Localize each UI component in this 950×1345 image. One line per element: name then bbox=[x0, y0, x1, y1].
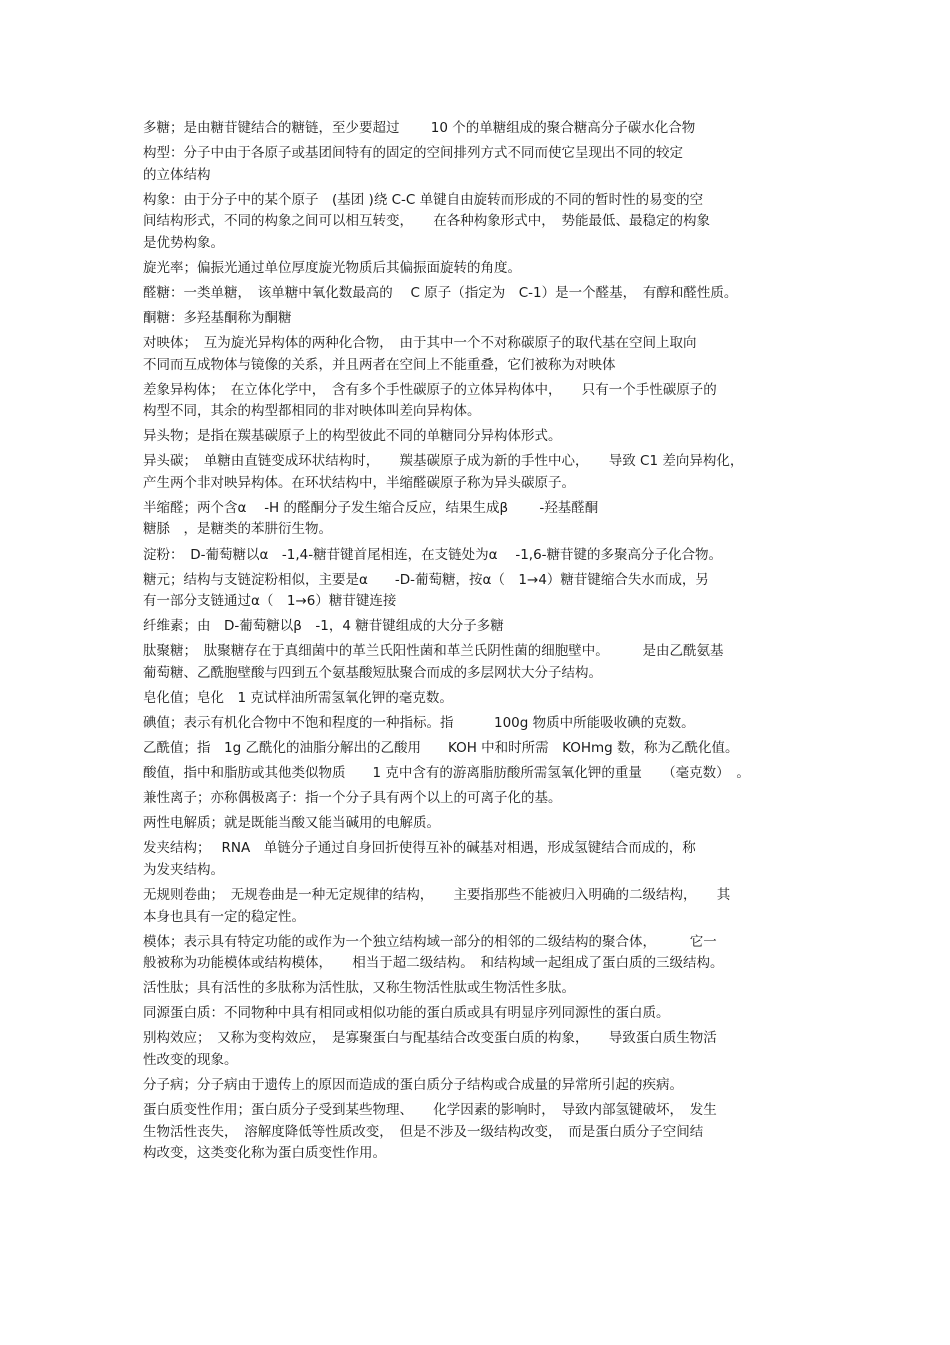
definition-paragraph bbox=[143, 788, 813, 810]
definition-paragraph bbox=[143, 838, 813, 881]
definition-paragraph bbox=[143, 885, 813, 928]
definition-paragraph bbox=[143, 616, 813, 638]
text-line: 纤维素；由 D-葡萄糖以β -1，4 糖苷键组成的大分子多糖 bbox=[143, 618, 504, 635]
text-line: 活性肽；具有活性的多肽称为活性肽，又称生物活性肽或生物活性多肽。 bbox=[143, 980, 575, 997]
document-body bbox=[143, 118, 813, 1168]
text-line: 构改变，这类变化称为蛋白质变性作用。 bbox=[143, 1145, 386, 1162]
definition-paragraph bbox=[143, 978, 813, 1000]
text-line: 发夹结构； RNA 单链分子通过自身回折使得互补的碱基对相遇，形成氢键结合而成的，称 bbox=[143, 840, 696, 857]
definition-paragraph bbox=[143, 1028, 813, 1071]
text-line: 两性电解质；就是既能当酸又能当碱用的电解质。 bbox=[143, 815, 440, 832]
definition-paragraph bbox=[143, 1075, 813, 1097]
text-line: 酸值，指中和脂肪或其他类似物质 1 克中含有的游离脂肪酸所需氢氧化钾的重量 （毫克数） 。 bbox=[143, 765, 750, 782]
definition-paragraph bbox=[143, 333, 813, 376]
text-line: 异头物；是指在羰基碳原子上的构型彼此不同的单糖同分异构体形式。 bbox=[143, 428, 562, 445]
text-line: 间结构形式，不同的构象之间可以相互转变， 在各种构象形式中， 势能最低、最稳定的构象 bbox=[143, 213, 710, 230]
text-line: 异头碳； 单糖由直链变成环状结构时， 羰基碳原子成为新的手性中心， 导致 C1 差向异构化， bbox=[143, 453, 744, 470]
text-line: 碘值；表示有机化合物中不饱和程度的一种指标。指 100g 物质中所能吸收碘的克数。 bbox=[143, 715, 695, 731]
text-line: 是优势构象。 bbox=[143, 234, 224, 251]
text-line: 差象异构体； 在立体化学中， 含有多个手性碳原子的立体异构体中， 只有一个手性碳原子的 bbox=[143, 381, 717, 398]
text-line: 分子病；分子病由于遗传上的原因而造成的蛋白质分子结构或合成量的异常所引起的疾病。 bbox=[143, 1077, 683, 1094]
text-line: 对映体； 互为旋光异构体的两种化合物， 由于其中一个不对称碳原子的取代基在空间上取向 bbox=[143, 335, 697, 352]
definition-paragraph bbox=[143, 641, 813, 684]
text-line: 半缩醛；两个含α -H 的醛酮分子发生缩合反应，结果生成β -羟基醛酮 bbox=[143, 499, 599, 516]
text-line: 构型：分子中由于各原子或基团间特有的固定的空间排列方式不同而使它呈现出不同的较定 bbox=[143, 145, 683, 162]
definition-paragraph bbox=[143, 1003, 813, 1025]
text-line: 糖元；结构与支链淀粉相似，主要是α -D-葡萄糖，按α（ 1→4）糖苷键缩合失水而成，另 bbox=[143, 571, 709, 588]
text-line: 兼性离子；亦称偶极离子：指一个分子具有两个以上的可离子化的基。 bbox=[143, 790, 562, 807]
text-line: 构象：由于分子中的某个原子 (基团 )绕 C-C 单键自由旋转而形成的不同的暂时性的易变的空 bbox=[143, 191, 704, 208]
text-line: 蛋白质变性作用；蛋白质分子受到某些物理、 化学因素的影响时， 导致内部氢键破坏， 发生 bbox=[143, 1102, 717, 1119]
text-line: 糖脎 ，是糖类的苯肼衍生物。 bbox=[143, 521, 332, 538]
text-line: 本身也具有一定的稳定性。 bbox=[143, 908, 305, 925]
definition-paragraph bbox=[143, 426, 813, 448]
text-line: 有一部分支链通过α（ 1→6）糖苷键连接 bbox=[143, 593, 397, 610]
text-line: 肽聚糖； 肽聚糖存在于真细菌中的革兰氏阳性菌和革兰氏阴性菌的细胞壁中。 是由乙酰氨基 bbox=[143, 643, 724, 660]
text-line: 生物活性丧失， 溶解度降低等性质改变， 但是不涉及一级结构改变， 而是蛋白质分子空间结 bbox=[143, 1123, 704, 1140]
text-line: 旋光率；偏振光通过单位厚度旋光物质后其偏振面旋转的角度。 bbox=[143, 259, 521, 276]
definition-paragraph bbox=[143, 570, 813, 613]
text-line: 同源蛋白质：不同物种中具有相同或相似功能的蛋白质或具有明显序列同源性的蛋白质。 bbox=[143, 1005, 670, 1022]
definition-paragraph bbox=[143, 118, 813, 140]
definition-paragraph bbox=[143, 688, 813, 710]
text-line: 模体；表示具有特定功能的或作为一个独立结构域一部分的相邻的二级结构的聚合体， 它一 bbox=[143, 933, 717, 950]
definition-paragraph bbox=[143, 258, 813, 280]
text-line: 般被称为功能模体或结构模体， 相当于超二级结构。 和结构域一起组成了蛋白质的三级结构。 bbox=[143, 955, 724, 972]
definition-paragraph bbox=[143, 932, 813, 975]
definition-paragraph bbox=[143, 813, 813, 835]
definition-paragraph bbox=[143, 713, 813, 735]
definition-paragraph bbox=[143, 190, 813, 255]
definition-paragraph bbox=[143, 1100, 813, 1165]
text-line: 乙酰值；指 1g 乙酰化的油脂分解出的乙酸用 KOH 中和时所需 KOHmg 数，称为乙酰化值。 bbox=[143, 740, 739, 757]
definition-paragraph bbox=[143, 545, 813, 567]
definition-paragraph bbox=[143, 763, 813, 785]
text-line: 产生两个非对映异构体。在环状结构中，半缩醛碳原子称为异头碳原子。 bbox=[143, 474, 575, 491]
definition-paragraph bbox=[143, 283, 813, 305]
text-line: 酮糖：多羟基酮称为酮糖 bbox=[143, 309, 292, 326]
text-line: 为发夹结构。 bbox=[143, 861, 224, 878]
text-line: 无规则卷曲； 无规卷曲是一种无定规律的结构， 主要指那些不能被归入明确的二级结构， 其 bbox=[143, 887, 731, 904]
text-line: 淀粉： D-葡萄糖以α -1,4-糖苷键首尾相连，在支链处为α -1,6-糖苷键的多聚高分子化合物。 bbox=[143, 546, 723, 563]
text-line: 别构效应； 又称为变构效应， 是寡聚蛋白与配基结合改变蛋白质的构象， 导致蛋白质生物活 bbox=[143, 1030, 717, 1047]
text-line: 葡萄糖、乙酰胞壁酸与四到五个氨基酸短肽聚合而成的多层网状大分子结构。 bbox=[143, 664, 602, 681]
text-line: 多糖；是由糖苷键结合的糖链，至少要超过 10 个的单糖组成的聚合糖高分子碳水化合物 bbox=[143, 120, 696, 136]
text-line: 性改变的现象。 bbox=[143, 1051, 238, 1068]
definition-paragraph bbox=[143, 451, 813, 494]
text-line: 不同而互成物体与镜像的关系，并且两者在空间上不能重叠，它们被称为对映体 bbox=[143, 356, 616, 373]
definition-paragraph bbox=[143, 738, 813, 760]
text-line: 构型不同，其余的构型都相同的非对映体叫差向异构体。 bbox=[143, 403, 481, 420]
definition-paragraph bbox=[143, 498, 813, 541]
definition-paragraph bbox=[143, 380, 813, 423]
definition-paragraph bbox=[143, 143, 813, 186]
text-line: 皂化值；皂化 1 克试样油所需氢氧化钾的毫克数。 bbox=[143, 689, 453, 706]
text-line: 的立体结构 bbox=[143, 166, 211, 183]
definition-paragraph bbox=[143, 308, 813, 330]
text-line: 醛糖：一类单糖， 该单糖中氧化数最高的 C 原子（指定为 C-1）是一个醛基， 有醇和醛性质。 bbox=[143, 284, 738, 301]
